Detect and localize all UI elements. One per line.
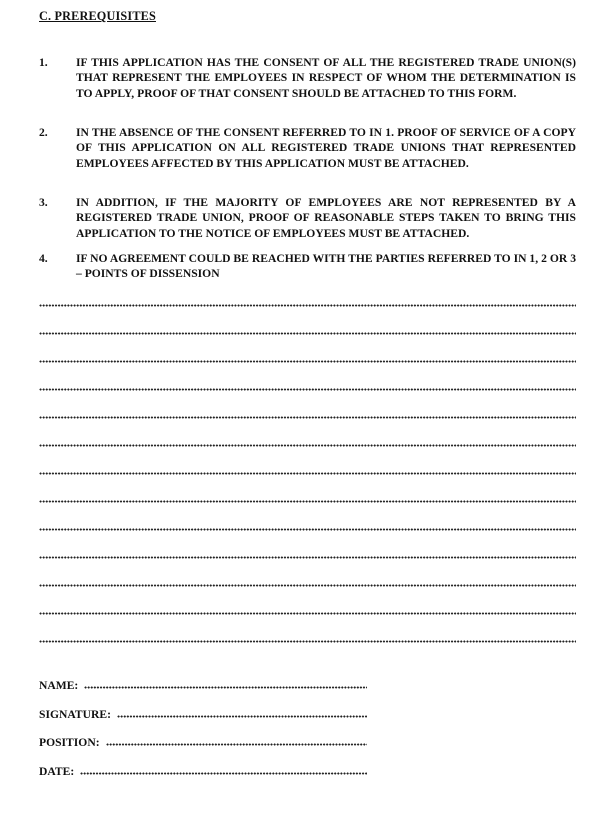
dissension-line[interactable] xyxy=(39,416,576,419)
name-dotted-line[interactable] xyxy=(84,686,367,689)
dissension-line[interactable] xyxy=(39,640,576,643)
signature-dotted-line[interactable] xyxy=(117,715,367,718)
dissension-line[interactable] xyxy=(39,304,576,307)
date-dotted-line[interactable] xyxy=(80,772,367,775)
prerequisite-item-3 xyxy=(39,195,576,241)
prerequisite-item-4 xyxy=(39,251,576,282)
dissension-line[interactable] xyxy=(39,388,576,391)
date-field[interactable] xyxy=(39,764,367,778)
dissension-line[interactable] xyxy=(39,444,576,447)
item-text: IF THIS APPLICATION HAS THE CONSENT OF ALL THE REGISTERED TRADE UNION(S) THAT REPRESENT THE EMPLOYEES IN RESPECT OF WHOM THE DETERMINATION IS TO APPLY, PROOF OF THAT CONSENT SHOULD BE ATTACHED TO THIS FORM. xyxy=(76,56,576,100)
dissension-line[interactable] xyxy=(39,360,576,363)
prerequisite-item-1 xyxy=(39,55,576,101)
item-text: IN THE ABSENCE OF THE CONSENT REFERRED TO IN 1. PROOF OF SERVICE OF A COPY OF THIS APPLICATION ON ALL REGISTERED TRADE UNIONS THAT REPRESENTED EMPLOYEES AFFECTED BY THIS APPLICATION MUST BE ATTACHED. xyxy=(76,126,576,170)
item-number: 3. xyxy=(39,196,48,209)
dissension-line[interactable] xyxy=(39,528,576,531)
dissension-line[interactable] xyxy=(39,472,576,475)
signature-field[interactable] xyxy=(39,707,367,721)
item-number: 2. xyxy=(39,126,48,139)
item-text: IN ADDITION, IF THE MAJORITY OF EMPLOYEES ARE NOT REPRESENTED BY A REGISTERED TRADE UNION, PROOF OF REASONABLE STEPS TAKEN TO BRING THIS APPLICATION TO THE NOTICE OF EMPLOYEES MUST BE ATTACHED. xyxy=(76,196,576,240)
name-field[interactable] xyxy=(39,678,367,692)
prerequisite-item-2 xyxy=(39,125,576,171)
name-label: NAME: xyxy=(39,679,79,692)
dissension-line[interactable] xyxy=(39,612,576,615)
position-field[interactable] xyxy=(39,735,367,749)
dissension-line[interactable] xyxy=(39,500,576,503)
position-dotted-line[interactable] xyxy=(106,743,367,746)
dissension-line[interactable] xyxy=(39,584,576,587)
signature-label: SIGNATURE: xyxy=(39,708,111,721)
item-number: 4. xyxy=(39,252,48,265)
item-text: IF NO AGREEMENT COULD BE REACHED WITH THE PARTIES REFERRED TO IN 1, 2 OR 3 – POINTS OF DISSENSION xyxy=(76,252,576,281)
dissension-line[interactable] xyxy=(39,556,576,559)
position-label: POSITION: xyxy=(39,736,100,749)
date-label: DATE: xyxy=(39,765,75,778)
dissension-line[interactable] xyxy=(39,332,576,335)
section-heading: C. PREREQUISITES xyxy=(39,9,156,23)
item-number: 1. xyxy=(39,56,48,69)
